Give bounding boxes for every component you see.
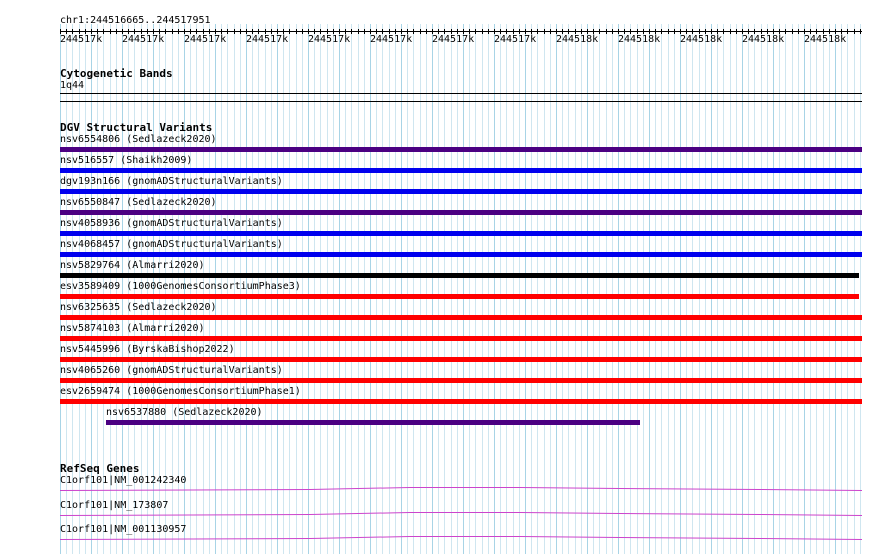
ruler-tick-label: 244517k [308,34,351,45]
variant-label[interactable]: nsv4058936 (gnomADStructuralVariants) [60,218,283,229]
variant-label[interactable]: nsv5445996 (ByrskaBishop2022) [60,344,235,355]
ruler-tick-label: 244517k [370,34,413,45]
variant-bar[interactable] [60,189,862,194]
ruler-tick-label: 244517k [246,34,289,45]
gene-line [60,488,862,491]
variant-bar[interactable] [60,168,862,173]
track-divider [60,101,862,102]
variant-label[interactable]: esv3589409 (1000GenomesConsortiumPhase3) [60,281,301,292]
ruler-tick-label: 244517k [184,34,227,45]
variant-label[interactable]: dgv193n166 (gnomADStructuralVariants) [60,176,283,187]
ruler-tick-label: 244517k [432,34,475,45]
range-label: chr1:244516665..244517951 [60,15,211,26]
variant-bar[interactable] [60,336,862,341]
variant-label[interactable]: nsv5829764 (Almarri2020) [60,260,205,271]
variant-bar[interactable] [60,147,862,152]
ruler-tick-label: 244517k [122,34,165,45]
variant-bar[interactable] [60,357,862,362]
variant-bar[interactable] [60,273,859,278]
variant-label[interactable]: nsv4068457 (gnomADStructuralVariants) [60,239,283,250]
ruler-tick-label: 244518k [680,34,723,45]
ruler-tick-label: 244518k [618,34,661,45]
ruler-tick-label: 244518k [742,34,785,45]
variant-label[interactable]: nsv4065260 (gnomADStructuralVariants) [60,365,283,376]
variant-label[interactable]: nsv516557 (Shaikh2009) [60,155,193,166]
variant-label[interactable]: nsv6325635 (Sedlazeck2020) [60,302,217,313]
gene-label[interactable]: C1orf101|NM_001242340 [60,475,187,486]
variant-bar[interactable] [60,252,862,257]
ruler-tick-label: 244517k [494,34,537,45]
refseq-title: RefSeq Genes [60,462,140,475]
variant-bar[interactable] [60,210,862,215]
variant-bar[interactable] [60,399,862,404]
gene-label[interactable]: C1orf101|NM_001130957 [60,524,187,535]
cytobands-title: Cytogenetic Bands [60,67,173,80]
variant-label[interactable]: nsv6537880 (Sedlazeck2020) [106,407,263,418]
variant-bar[interactable] [106,420,640,425]
gene-line [60,537,862,540]
cytoband-bar[interactable] [60,93,862,94]
gene-line [60,513,862,516]
variant-label[interactable]: nsv6550847 (Sedlazeck2020) [60,197,217,208]
ruler-tick-label: 244518k [804,34,847,45]
variant-bar[interactable] [60,315,862,320]
cytoband-label[interactable]: 1q44 [60,80,85,91]
variant-bar[interactable] [60,294,859,299]
variant-label[interactable]: nsv5874103 (Almarri2020) [60,323,205,334]
refseq-gene-lines [60,480,862,554]
dgv-title: DGV Structural Variants [60,121,213,134]
variant-bar[interactable] [60,231,862,236]
variant-label[interactable]: esv2659474 (1000GenomesConsortiumPhase1) [60,386,301,397]
ruler-tick-label: 244518k [556,34,599,45]
ruler-tick-label: 244517k [60,34,103,45]
variant-label[interactable]: nsv6554806 (Sedlazeck2020) [60,134,217,145]
gene-label[interactable]: C1orf101|NM_173807 [60,500,169,511]
variant-bar[interactable] [60,378,862,383]
